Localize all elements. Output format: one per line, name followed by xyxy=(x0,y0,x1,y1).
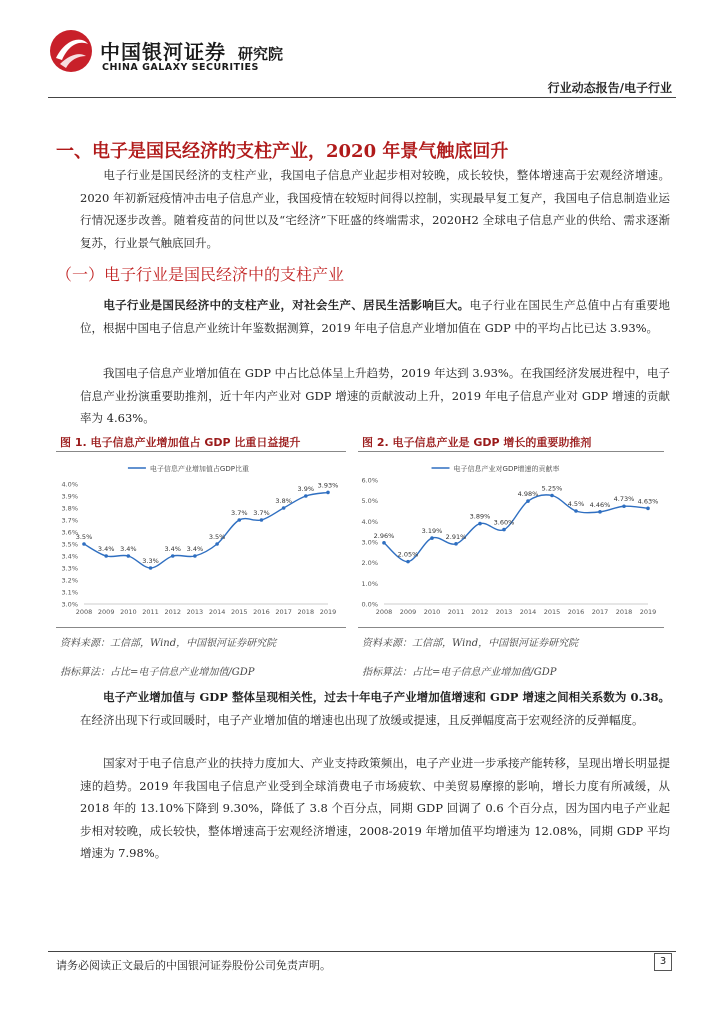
data-point xyxy=(149,566,153,570)
x-tick-label: 2009 xyxy=(97,608,115,616)
data-point xyxy=(193,554,197,558)
x-tick-label: 2014 xyxy=(208,608,226,616)
data-label: 3.8% xyxy=(275,497,292,505)
y-tick-label: 4.0% xyxy=(61,480,78,489)
data-point xyxy=(622,504,626,508)
y-tick-label: 3.6% xyxy=(61,528,78,537)
x-tick-label: 2008 xyxy=(375,608,393,616)
figure-2-source: 资料来源：工信部，Wind，中国银河证券研究院 xyxy=(362,638,579,649)
paragraph-4 xyxy=(80,686,670,731)
figure-2-title: 图 2. 电子信息产业是 GDP 增长的重要助推剂 xyxy=(362,436,592,449)
x-tick-label: 2016 xyxy=(253,608,270,616)
y-tick-label: 4.0% xyxy=(361,517,378,526)
paragraph-2-bold: 电子行业是国民经济中的支柱产业，对社会生产、居民生活影响巨大。 xyxy=(103,298,470,312)
x-tick-label: 2014 xyxy=(519,608,537,616)
data-label: 3.9% xyxy=(297,485,315,493)
data-label: 3.4% xyxy=(120,545,137,553)
y-tick-label: 3.7% xyxy=(61,516,78,525)
figure-2-bottom-rule xyxy=(358,627,664,628)
data-point xyxy=(382,541,386,545)
data-point xyxy=(646,507,650,511)
x-tick-label: 2011 xyxy=(142,608,159,616)
y-tick-label: 3.0% xyxy=(61,600,78,609)
data-label: 4.46% xyxy=(589,500,611,509)
figure-1-top-rule xyxy=(56,451,346,452)
subsection-title: （一）电子行业是国民经济中的支柱产业 xyxy=(56,265,345,284)
data-point xyxy=(171,554,175,558)
x-tick-label: 2012 xyxy=(471,608,489,616)
data-label: 3.89% xyxy=(469,512,491,521)
x-tick-label: 2012 xyxy=(164,608,182,616)
x-tick-label: 2015 xyxy=(543,608,561,616)
data-point xyxy=(478,522,482,526)
y-tick-label: 5.0% xyxy=(361,497,378,506)
report-type: 行业动态报告/电子行业 xyxy=(547,81,672,95)
figure-2-chart xyxy=(358,458,664,622)
data-point xyxy=(104,554,108,558)
data-point xyxy=(127,554,131,558)
figure-1-method: 指标算法：占比=电子信息产业增加值/GDP xyxy=(60,667,255,678)
paragraph-5-text: 国家对于电子信息产业的扶持力度加大、产业支持政策频出，电子产业进一步承接产能转移，呈现出增长明显提速的趋势。2019 年我国电子信息产业受到全球消费电子市场疲软、中美贸易摩擦的影响，增长力度有所减缓，从 2018 年的 13.10%下降到 9.30%，降低了 3.8 个百分点，同期 GDP 回调了 0.6 个百分点，因为国内电子产业起步相对较晚，成长较快，整体增速高于宏观经济增速，2008-2019 年增加值平均增速为 12.08%，同期 GDP 平均增速为 7.98%。 xyxy=(80,756,670,860)
paragraph-3 xyxy=(80,362,670,430)
brand-name-cn: 中国银河证券 xyxy=(100,40,226,64)
data-point xyxy=(282,506,286,510)
data-label: 4.98% xyxy=(517,490,539,499)
data-point xyxy=(502,528,506,532)
data-point xyxy=(574,509,578,513)
data-label: 4.5% xyxy=(567,500,585,508)
figure-2-top-rule xyxy=(358,451,664,452)
y-tick-label: 3.2% xyxy=(61,576,78,585)
paragraph-2 xyxy=(80,294,670,339)
y-tick-label: 3.9% xyxy=(61,492,78,501)
x-tick-label: 2019 xyxy=(319,608,337,616)
y-tick-label: 3.5% xyxy=(61,540,78,549)
data-label: 3.93% xyxy=(317,481,339,490)
figure-1-title: 图 1. 电子信息产业增加值占 GDP 比重日益提升 xyxy=(60,436,301,449)
data-label: 3.5% xyxy=(208,533,226,541)
paragraph-3-text: 我国电子信息产业增加值在 GDP 中占比总体呈上升趋势，2019 年达到 3.93%。在我国经济发展进程中，电子信息产业扮演重要助推剂，近十年内产业对 GDP 增速的贡献波动上升，2019 年电子信息产业对 GDP 增速的贡献率为 4.63%。 xyxy=(80,366,670,425)
paragraph-5 xyxy=(80,752,670,865)
brand-name-en: CHINA GALAXY SECURITIES xyxy=(102,62,259,73)
paragraph-1-text: 电子行业是国民经济的支柱产业，我国电子信息产业起步相对较晚，成长较快，整体增速高于宏观经济增速。2020 年初新冠疫情冲击电子信息产业，我国疫情在较短时间得以控制，实现最早复工复产，我国电子信息制造业运行情况逐步改善。随着疫苗的问世以及“宅经济”下旺盛的终端需求，2020H2 全球电子信息产业的供给、需求逐渐复苏，行业景气触底回升。 xyxy=(80,168,670,250)
header-divider xyxy=(48,97,676,98)
y-tick-label: 6.0% xyxy=(361,476,378,485)
x-tick-label: 2017 xyxy=(591,608,609,616)
footer-divider xyxy=(48,951,676,952)
paragraph-4-text: 在经济出现下行或回暖时，电子产业增加值的增速也出现了放缓或提速，且反弹幅度高于宏观经济的反弹幅度。 xyxy=(80,712,644,727)
figure-1-chart xyxy=(56,458,346,622)
data-label: 5.25% xyxy=(541,484,563,493)
y-tick-label: 3.0% xyxy=(361,538,378,547)
data-point xyxy=(406,560,410,564)
y-tick-label: 0.0% xyxy=(361,600,378,609)
section-title: 一、电子是国民经济的支柱产业，2020 年景气触底回升 xyxy=(56,141,509,162)
data-label: 4.63% xyxy=(637,497,659,506)
x-tick-label: 2008 xyxy=(75,608,93,616)
figure-1-bottom-rule xyxy=(56,627,346,628)
data-label: 2.05% xyxy=(397,550,419,559)
figure-2-method: 指标算法：占比=电子信息产业增加值/GDP xyxy=(362,667,557,678)
data-label: 3.4% xyxy=(186,545,204,553)
data-label: 3.4% xyxy=(164,545,181,553)
paragraph-4-bold: 电子产业增加值与 GDP 整体呈现相关性，过去十年电子产业增加值增速和 GDP 增速之间相关系数为 0.38。 xyxy=(103,690,670,704)
data-point xyxy=(430,536,434,540)
data-point xyxy=(326,491,330,495)
data-point xyxy=(215,542,219,546)
legend-label: 电子信息产业对GDP增速的贡献率 xyxy=(453,465,560,473)
paragraph-1 xyxy=(80,164,670,254)
galaxy-logo-icon xyxy=(48,28,94,74)
page-number: 3 xyxy=(654,953,672,971)
y-tick-label: 3.3% xyxy=(61,564,78,573)
x-tick-label: 2019 xyxy=(639,608,657,616)
legend-label: 电子信息产业增加值占GDP比重 xyxy=(149,465,249,473)
data-point xyxy=(260,518,264,522)
data-label: 4.73% xyxy=(613,495,635,504)
data-label: 3.3% xyxy=(142,557,159,565)
x-tick-label: 2018 xyxy=(297,608,315,616)
data-point xyxy=(454,542,458,546)
data-label: 2.96% xyxy=(373,531,395,540)
data-label: 3.19% xyxy=(421,527,443,536)
y-tick-label: 2.0% xyxy=(361,559,378,568)
y-tick-label: 3.8% xyxy=(61,504,78,513)
x-tick-label: 2017 xyxy=(275,608,292,616)
data-point xyxy=(237,518,241,522)
y-tick-label: 3.4% xyxy=(61,552,78,561)
x-tick-label: 2015 xyxy=(230,608,248,616)
y-tick-label: 3.1% xyxy=(61,588,78,597)
x-tick-label: 2009 xyxy=(399,608,417,616)
data-label: 3.5% xyxy=(75,533,93,541)
data-label: 3.7% xyxy=(253,509,270,517)
y-tick-label: 1.0% xyxy=(361,579,378,588)
data-point xyxy=(526,499,530,503)
x-tick-label: 2013 xyxy=(495,608,513,616)
brand-institute: 研究院 xyxy=(238,45,284,63)
x-tick-label: 2010 xyxy=(120,608,137,616)
x-tick-label: 2016 xyxy=(567,608,585,616)
figure-1-source: 资料来源：工信部，Wind，中国银河证券研究院 xyxy=(60,638,277,649)
data-point xyxy=(598,510,602,514)
data-label: 2.91% xyxy=(445,532,467,541)
disclaimer: 请务必阅读正文最后的中国银河证券股份公司免责声明。 xyxy=(56,959,331,972)
data-label: 3.4% xyxy=(97,545,115,553)
x-tick-label: 2011 xyxy=(447,608,465,616)
paragraph-2-text: 电子行业在国民生产总值中占有重要地位，根据中国电子信息产业统计年鉴数据测算，2019 年电子信息产业增加值在 GDP 中的平均占比已达 3.93%。 xyxy=(80,298,670,335)
x-tick-label: 2013 xyxy=(186,608,204,616)
data-point xyxy=(82,542,86,546)
data-point xyxy=(304,494,308,498)
data-point xyxy=(550,494,554,498)
x-tick-label: 2010 xyxy=(423,608,441,616)
data-label: 3.7% xyxy=(231,509,248,517)
x-tick-label: 2018 xyxy=(615,608,633,616)
data-label: 3.60% xyxy=(493,518,515,527)
